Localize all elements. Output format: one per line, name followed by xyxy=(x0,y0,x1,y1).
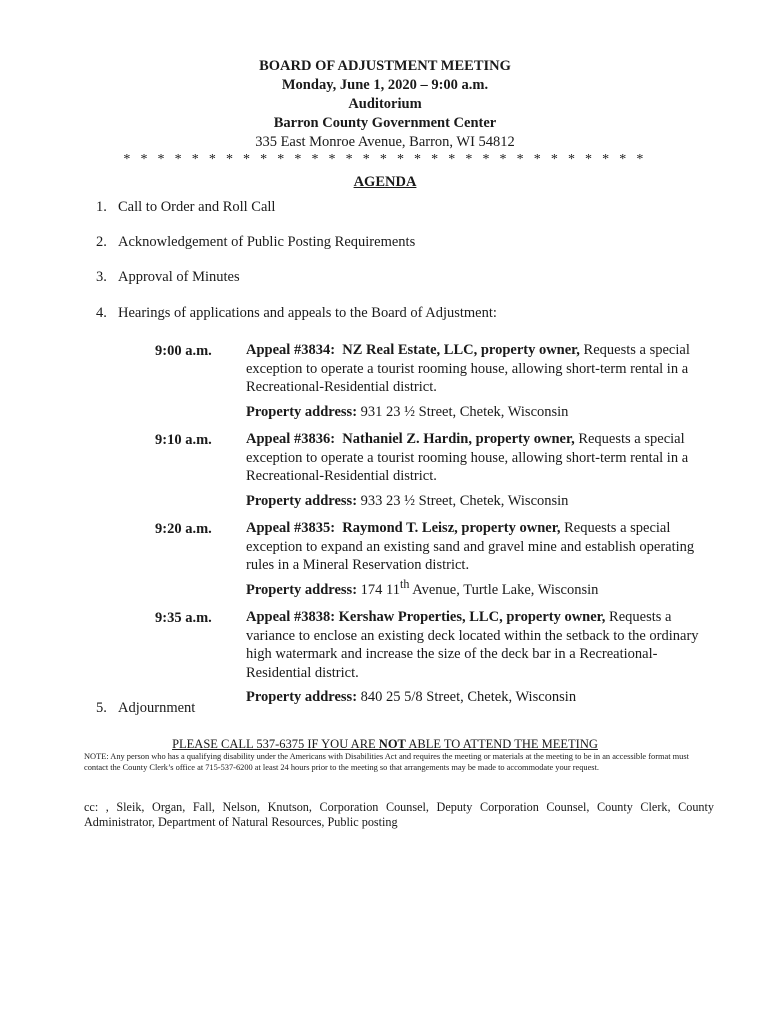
agenda-item-5 xyxy=(96,699,195,717)
property-address-label: Property address: xyxy=(246,492,358,509)
agenda-item-number: 5. xyxy=(96,700,107,716)
cc-list: cc: , Sleik, Organ, Fall, Nelson, Knutson, Corporation Counsel, Deputy Corporation Counsel, County Clerk, County Administrator, Department of Natural Resources, Public posting xyxy=(84,800,714,829)
hearing-time: 9:35 a.m. xyxy=(155,610,212,626)
agenda-item-text: Hearings of applications and appeals to the Board of Adjustment: xyxy=(118,305,497,321)
hearing-request: Requests a special exception to expand an existing sand and gravel mine and establish operating rules in a Mineral Reservation district. xyxy=(246,520,695,574)
appeal-number: Appeal #3836: xyxy=(246,431,336,447)
appeal-number: Appeal #3838: xyxy=(246,609,336,625)
agenda-item-number: 3. xyxy=(96,269,107,285)
property-owner: Raymond T. Leisz, property owner, xyxy=(342,520,561,536)
hearing-time: 9:20 a.m. xyxy=(155,521,212,537)
hearing-description xyxy=(246,519,714,599)
meeting-date-time: Monday, June 1, 2020 – 9:00 a.m. xyxy=(281,77,489,93)
agenda-item-2 xyxy=(96,233,415,251)
hearing-request: Requests a special exception to operate a tourist rooming house, allowing short-term rental in a Recreational-Residential district. xyxy=(246,342,690,396)
property-address: 931 23 ½ Street, Chetek, Wisconsin xyxy=(360,403,569,420)
property-address-label: Property address: xyxy=(246,689,358,706)
agenda-item-text: Call to Order and Roll Call xyxy=(118,199,276,215)
hearing-request: Requests a variance to enclose an existing deck located within the setback to the ordinary high watermark and increase the size of the deck bar in a Recreational-Residential district. xyxy=(246,609,699,681)
agenda-item-4 xyxy=(96,304,497,322)
hearing-request: Requests a special exception to operate a tourist rooming house, allowing short-term rental in a Recreational-Residential district. xyxy=(246,431,689,485)
meeting-address: 335 East Monroe Avenue, Barron, WI 54812 xyxy=(255,134,515,150)
agenda-heading: AGENDA xyxy=(353,174,417,190)
agenda-item-1 xyxy=(96,198,275,216)
agenda-item-text: Adjournment xyxy=(118,700,196,716)
hearing-time: 9:10 a.m. xyxy=(155,432,212,448)
hearing-description xyxy=(246,430,714,510)
agenda-item-3 xyxy=(96,268,240,286)
agenda-item-number: 2. xyxy=(96,234,107,250)
hearing-description xyxy=(246,341,714,421)
meeting-building: Barron County Government Center xyxy=(273,115,497,131)
appeal-number: Appeal #3834: xyxy=(246,342,336,358)
hearing-description xyxy=(246,608,714,707)
appeal-number: Appeal #3835: xyxy=(246,520,336,536)
meeting-room: Auditorium xyxy=(348,96,422,112)
property-address: 840 25 5/8 Street, Chetek, Wisconsin xyxy=(360,689,577,706)
meeting-title: BOARD OF ADJUSTMENT MEETING xyxy=(259,58,511,74)
accessibility-note: NOTE: Any person who has a qualifying disability under the Americans with Disabilities Act and requires the meeting or materials at the meeting to be in an accessible format must contact the County Clerk’s office at 715-537-6200 at least 24 hours prior to the meeting so that arrangements may be made to accommodate your request. xyxy=(84,752,689,772)
agenda-item-text: Acknowledgement of Public Posting Requirements xyxy=(118,234,416,250)
document-header xyxy=(0,57,770,192)
property-address-label: Property address: xyxy=(246,403,358,420)
property-owner: NZ Real Estate, LLC, property owner, xyxy=(342,342,580,358)
agenda-item-number: 4. xyxy=(96,305,107,321)
property-address: 933 23 ½ Street, Chetek, Wisconsin xyxy=(360,492,569,509)
property-owner: Nathaniel Z. Hardin, property owner, xyxy=(342,431,575,447)
agenda-item-text: Approval of Minutes xyxy=(118,269,240,285)
hearing-time: 9:00 a.m. xyxy=(155,343,212,359)
property-address: 174 11th Avenue, Turtle Lake, Wisconsin xyxy=(360,576,599,598)
attendance-call-notice: PLEASE CALL 537-6375 IF YOU ARE NOT ABLE TO ATTEND THE MEETING xyxy=(172,737,598,751)
star-divider: * * * * * * * * * * * * * * * * * * * * * * * * * * * * * * * xyxy=(123,152,647,167)
property-owner: Kershaw Properties, LLC, property owner, xyxy=(338,609,606,625)
not-emphasis: NOT xyxy=(378,737,406,751)
property-address-label: Property address: xyxy=(246,581,358,598)
agenda-item-number: 1. xyxy=(96,199,107,215)
